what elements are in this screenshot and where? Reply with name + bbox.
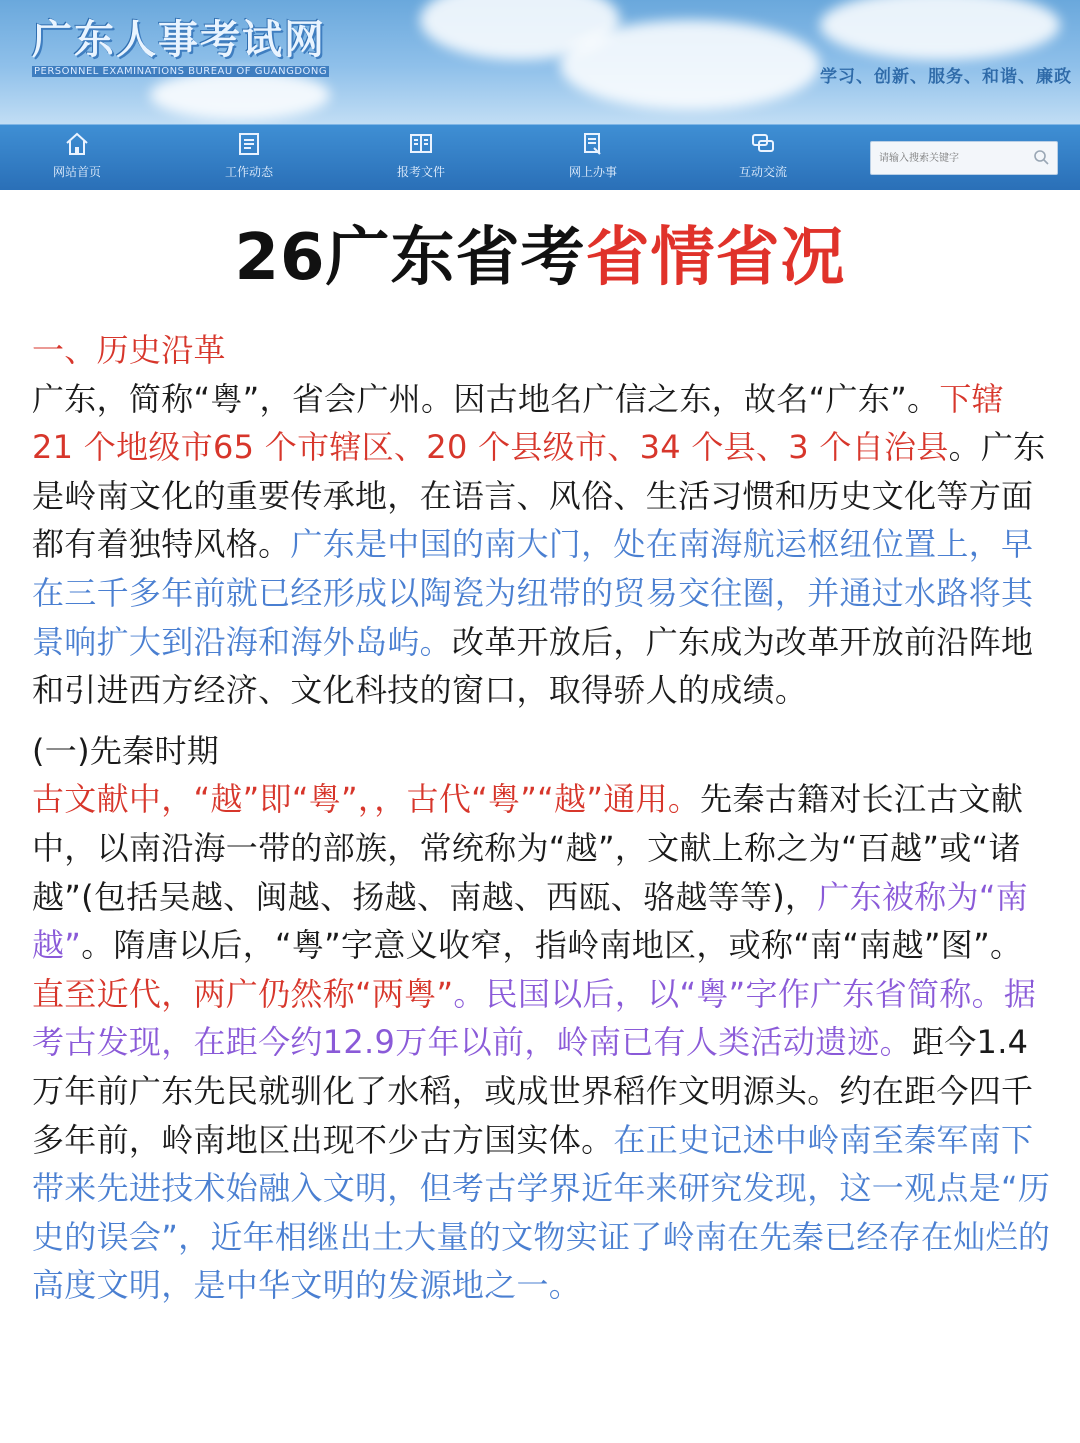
nav-item-online-service[interactable]: [538, 131, 648, 180]
article-body: [32, 326, 1052, 1310]
online-service-icon: [580, 131, 606, 157]
site-logo[interactable]: 广东人事考试网: [32, 16, 326, 63]
text-run-highlight: 据考古发现，在距今约12.9万年以前，岭南已有人类活动遗迹。: [32, 974, 1037, 1062]
home-icon: [64, 131, 90, 157]
title-main: 26广东省考: [234, 221, 586, 295]
title-highlight: 省情省况: [585, 221, 846, 295]
site-banner: [0, 0, 1080, 190]
nav-item-news[interactable]: [194, 131, 304, 180]
paragraph-history: [32, 375, 1052, 715]
text-run: 广东，简称“粤”，省会广州。因古地名广信之东，故名“广东”。: [32, 379, 940, 418]
nav-item-files[interactable]: [366, 131, 476, 180]
cloud-decoration: [150, 70, 330, 120]
nav-label: 报考文件: [396, 165, 445, 179]
nav-item-home[interactable]: [22, 131, 132, 180]
section-heading-history: 一、历史沿革: [32, 331, 226, 369]
text-run: 改革开放后，广东成为改革开放前沿阵地和引进西方经济、文化科技的窗口，取得骄人的成绩。: [32, 622, 1034, 710]
text-run-highlight: 古文献中，“越”即“粤”，，古代“粤”“越”通用。: [32, 780, 701, 819]
section-heading-pre-qin: (一)先秦时期: [32, 731, 220, 770]
search-icon[interactable]: [1033, 149, 1049, 165]
nav-label: 互动交流: [738, 165, 787, 179]
paragraph-pre-qin: [32, 775, 1052, 1310]
site-name-en: PERSONNEL EXAMINATIONS BUREAU OF GUANGDONG: [34, 66, 328, 77]
document-icon: [236, 131, 262, 157]
site-slogan: 学习、创新、服务、和谐、廉政: [820, 67, 1072, 87]
text-run-highlight: 广东被称为“南越”: [32, 877, 1029, 965]
chat-icon: [750, 131, 776, 157]
nav-label: 工作动态: [224, 165, 273, 179]
text-run-highlight: 广东是中国的南大门，处在南海航运枢纽位置上，早在三千多年前就已经形成以陶瓷为纽带的贸易交往圈，并通过水路将其景响扩大到沿海和海外岛屿。: [32, 525, 1034, 661]
search-input[interactable]: [877, 146, 1021, 170]
main-nav: [0, 124, 1080, 190]
cloud-decoration: [560, 20, 820, 110]
nav-label: 网站首页: [52, 165, 101, 179]
text-run-highlight: 直至近代，两广仍然称“两粤”: [32, 974, 454, 1013]
text-run-highlight: 。民国以后，以“粤”字作广东省简称。: [453, 974, 1004, 1013]
file-icon: [408, 131, 434, 157]
text-run-highlight: 在正史记述中岭南至秦军南下带来先进技术始融入文明，但考古学界近年来研究发现，这一观点是“历史的误会”，近年相继出土大量的文物实证了岭南在先秦已经存在灿烂的高度文明，是中华文明的发源地之一。: [32, 1120, 1051, 1305]
nav-label: 网上办事: [568, 165, 617, 179]
nav-item-interaction[interactable]: [708, 131, 818, 180]
text-run: 。广东是岭南文化的重要传承地，在语言、风俗、生活习惯和历史文化等方面都有着独特风格。: [32, 428, 1046, 564]
text-run: 。隋唐以后，“粤”字意义收窄，指岭南地区，或称“南“南越”图”。: [81, 926, 1023, 965]
page-title: [0, 206, 1080, 298]
text-run: 先秦古籍对长江古文献中，以南沿海一带的部族，常统称为“越”，文献上称之为“百越”或“诸越”(包括吴越、闽越、扬越、南越、西瓯、骆越等等)，: [32, 780, 1024, 916]
text-run-highlight: 下辖 21 个地级市65 个市辖区、20 个县级市、34 个县、3 个自治县: [32, 379, 1004, 467]
text-run: 距今1.4万年前广东先民就驯化了水稻，或成世界稻作文明源头。约在距今四千多年前，岭南地区出现不少古方国实体。: [32, 1023, 1034, 1159]
search-box: [870, 141, 1058, 175]
cloud-decoration: [820, 0, 1060, 60]
